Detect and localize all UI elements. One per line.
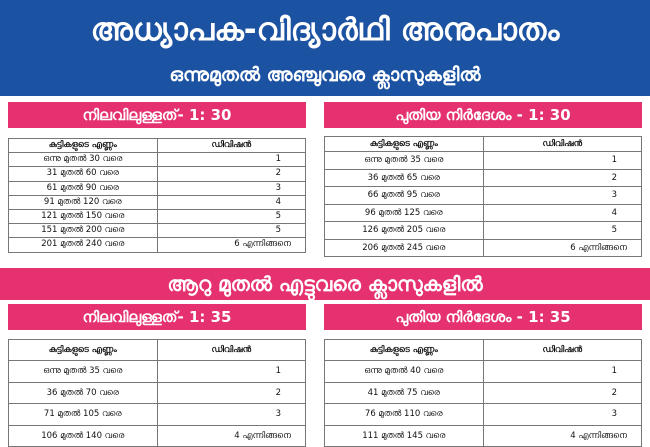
division-cell: 3 <box>157 181 306 195</box>
table-row <box>9 425 306 447</box>
division-cell: 1 <box>157 153 306 167</box>
page-subtitle: ഒന്നുമുതൽ അഞ്ചുവരെ ക്ലാസുകളിൽ <box>169 64 481 86</box>
students-range-cell: 61 മുതൽ 90 വരെ <box>9 181 158 195</box>
column-header-division: ഡിവിഷൻ <box>157 340 306 361</box>
division-cell: 2 <box>483 169 642 187</box>
table-row <box>325 187 642 205</box>
students-range-cell: 36 മുതൽ 70 വരെ <box>9 382 158 404</box>
table-row <box>9 361 306 383</box>
students-range-cell: 36 മുതൽ 65 വരെ <box>325 169 484 187</box>
up-current-table <box>8 339 306 447</box>
table-row <box>325 152 642 170</box>
up-current-heading: നിലവിലുള്ളത്- 1: 35 <box>8 304 306 330</box>
students-range-cell: 31 മുതൽ 60 വരെ <box>9 167 158 181</box>
division-cell: 3 <box>157 404 306 426</box>
division-cell: 4 <box>483 204 642 222</box>
table-row <box>9 224 306 238</box>
section-title-upper-primary: ആറു മുതൽ എട്ടുവരെ ക്ലാസുകളിൽ <box>0 268 650 300</box>
table-row <box>9 153 306 167</box>
students-range-cell: 111 മുതൽ 145 വരെ <box>325 425 484 447</box>
students-range-cell: 126 മുതൽ 205 വരെ <box>325 222 484 240</box>
division-cell: 6 എന്നിങ്ങനെ <box>483 239 642 257</box>
up-new-panel <box>324 304 642 447</box>
lp-current-table <box>8 138 306 253</box>
lp-current-heading: നിലവിലുള്ളത്- 1: 30 <box>8 102 306 128</box>
division-cell: 2 <box>483 382 642 404</box>
column-header-students: കുട്ടികളുടെ എണ്ണം <box>325 137 484 152</box>
column-header-division: ഡിവിഷൻ <box>483 340 642 361</box>
division-cell: 5 <box>483 222 642 240</box>
students-range-cell: ഒന്നു മുതൽ 30 വരെ <box>9 153 158 167</box>
students-range-cell: ഒന്നു മുതൽ 35 വരെ <box>9 361 158 383</box>
students-range-cell: ഒന്നു മുതൽ 35 വരെ <box>325 152 484 170</box>
table-row <box>9 195 306 209</box>
table-row <box>325 382 642 404</box>
division-cell: 5 <box>157 209 306 223</box>
lp-new-panel <box>324 102 642 257</box>
division-cell: 6 എന്നിങ്ങനെ <box>157 238 306 252</box>
table-row <box>9 238 306 252</box>
table-row <box>325 425 642 447</box>
column-header-students: കുട്ടികളുടെ എണ്ണം <box>325 340 484 361</box>
table-row <box>325 204 642 222</box>
students-range-cell: 91 മുതൽ 120 വരെ <box>9 195 158 209</box>
division-cell: 1 <box>483 361 642 383</box>
lp-new-table <box>324 136 642 257</box>
students-range-cell: 41 മുതൽ 75 വരെ <box>325 382 484 404</box>
table-header-row <box>325 137 642 152</box>
column-header-division: ഡിവിഷൻ <box>157 139 306 153</box>
division-cell: 4 <box>157 195 306 209</box>
students-range-cell: 206 മുതൽ 245 വരെ <box>325 239 484 257</box>
division-cell: 1 <box>157 361 306 383</box>
up-new-table <box>324 339 642 447</box>
division-cell: 3 <box>483 404 642 426</box>
students-range-cell: 96 മുതൽ 125 വരെ <box>325 204 484 222</box>
up-current-panel <box>8 304 306 447</box>
students-range-cell: 151 മുതൽ 200 വരെ <box>9 224 158 238</box>
students-range-cell: 76 മുതൽ 110 വരെ <box>325 404 484 426</box>
table-row <box>325 404 642 426</box>
table-row <box>325 361 642 383</box>
lp-new-heading: പുതിയ നിർദേശം - 1: 30 <box>324 102 642 128</box>
table-row <box>9 209 306 223</box>
table-row <box>9 382 306 404</box>
lp-current-panel <box>8 102 306 253</box>
table-header-row <box>325 340 642 361</box>
column-header-students: കുട്ടികളുടെ എണ്ണം <box>9 139 158 153</box>
division-cell: 4 എന്നിങ്ങനെ <box>483 425 642 447</box>
students-range-cell: 106 മുതൽ 140 വരെ <box>9 425 158 447</box>
column-header-division: ഡിവിഷൻ <box>483 137 642 152</box>
division-cell: 1 <box>483 152 642 170</box>
division-cell: 5 <box>157 224 306 238</box>
page-title: അധ്യാപക-വിദ്യാർഥി അനുപാതം <box>90 12 560 48</box>
table-row <box>9 167 306 181</box>
division-cell: 4 എന്നിങ്ങനെ <box>157 425 306 447</box>
students-range-cell: 66 മുതൽ 95 വരെ <box>325 187 484 205</box>
table-row <box>9 404 306 426</box>
table-row <box>9 181 306 195</box>
table-header-row <box>9 340 306 361</box>
table-row <box>325 239 642 257</box>
table-row <box>325 222 642 240</box>
division-cell: 2 <box>157 382 306 404</box>
header-banner <box>0 0 650 96</box>
division-cell: 3 <box>483 187 642 205</box>
students-range-cell: 201 മുതൽ 240 വരെ <box>9 238 158 252</box>
students-range-cell: ഒന്നു മുതൽ 40 വരെ <box>325 361 484 383</box>
students-range-cell: 121 മുതൽ 150 വരെ <box>9 209 158 223</box>
division-cell: 2 <box>157 167 306 181</box>
students-range-cell: 71 മുതൽ 105 വരെ <box>9 404 158 426</box>
table-header-row <box>9 139 306 153</box>
table-row <box>325 169 642 187</box>
column-header-students: കുട്ടികളുടെ എണ്ണം <box>9 340 158 361</box>
up-new-heading: പുതിയ നിർദേശം - 1: 35 <box>324 304 642 330</box>
